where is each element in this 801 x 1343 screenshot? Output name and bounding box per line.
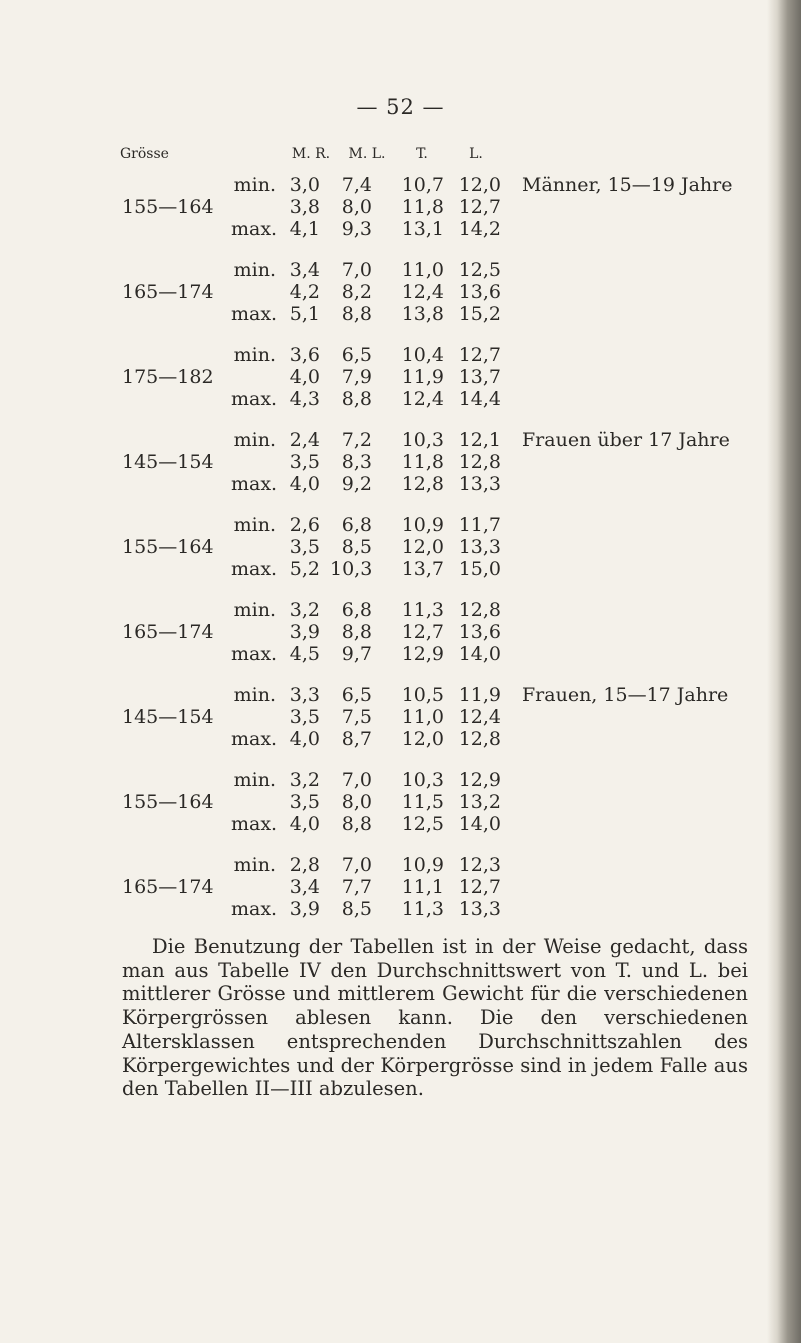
table-row [0, 514, 801, 536]
group-note: Frauen über 17 Jahre [522, 429, 730, 451]
value-ml: 8,5 [341, 898, 372, 920]
value-l: 13,3 [458, 898, 501, 920]
value-ml: 7,4 [341, 174, 372, 196]
value-l: 12,0 [458, 174, 501, 196]
header-mr: M. R. [291, 146, 331, 162]
row-label: max. [231, 643, 278, 665]
table-row [0, 473, 801, 495]
value-ml: 6,5 [341, 684, 372, 706]
table-row [0, 599, 801, 621]
group-note: Männer, 15—19 Jahre [522, 174, 733, 196]
value-l: 12,8 [458, 451, 501, 473]
table-row [0, 174, 801, 196]
table-group [0, 429, 801, 514]
value-t: 13,7 [401, 558, 444, 580]
row-label: min. [233, 684, 276, 706]
value-l: 12,9 [458, 769, 501, 791]
value-t: 12,4 [401, 388, 444, 410]
value-l: 12,8 [458, 728, 501, 750]
value-mr: 3,9 [289, 621, 320, 643]
row-label: min. [233, 174, 276, 196]
group-note: Frauen, 15—17 Jahre [522, 684, 729, 706]
value-ml: 7,9 [341, 366, 372, 388]
value-ml: 7,5 [341, 706, 372, 728]
size-range: 155—164 [122, 196, 214, 218]
value-ml: 8,8 [341, 621, 372, 643]
value-ml: 9,7 [341, 643, 372, 665]
value-l: 15,2 [458, 303, 501, 325]
value-l: 14,0 [458, 643, 501, 665]
value-mr: 3,9 [289, 898, 320, 920]
value-t: 11,8 [401, 451, 444, 473]
value-mr: 3,8 [289, 196, 320, 218]
paragraph-text: Die Benutzung der Tabellen ist in der Weise gedacht, dass man aus Tabelle IV den Durchschnittswert von T. und L. bei mittlerer Grösse und mittlerem Gewicht für die verschiedenen Körpergrössen ablesen kann. Die den verschiedenen Altersklassen entsprechenden Durchschnittszahlen des Körpergewichtes und der Körpergrösse sind in jedem Falle aus den Tabellen II—III abzulesen. [122, 935, 748, 1101]
table-group [0, 174, 801, 259]
value-t: 12,0 [401, 536, 444, 558]
value-l: 13,3 [458, 536, 501, 558]
row-label: min. [233, 854, 276, 876]
table-row [0, 558, 801, 580]
table-row [0, 429, 801, 451]
value-mr: 3,4 [289, 876, 320, 898]
value-mr: 3,5 [289, 451, 320, 473]
table-row [0, 769, 801, 791]
value-ml: 8,7 [341, 728, 372, 750]
value-mr: 3,2 [289, 599, 320, 621]
row-label: min. [233, 514, 276, 536]
value-mr: 3,5 [289, 536, 320, 558]
value-t: 12,0 [401, 728, 444, 750]
value-t: 11,1 [401, 876, 444, 898]
value-mr: 4,0 [289, 473, 320, 495]
value-ml: 7,7 [341, 876, 372, 898]
header-ml: M. L. [348, 146, 386, 162]
value-l: 12,7 [458, 344, 501, 366]
size-range: 155—164 [122, 791, 214, 813]
value-mr: 3,2 [289, 769, 320, 791]
value-l: 14,4 [458, 388, 501, 410]
value-mr: 4,2 [289, 281, 320, 303]
value-l: 12,7 [458, 876, 501, 898]
header-l: L. [469, 146, 483, 162]
table-group [0, 259, 801, 344]
value-mr: 4,5 [289, 643, 320, 665]
value-mr: 2,8 [289, 854, 320, 876]
table-row [0, 259, 801, 281]
value-mr: 4,1 [289, 218, 320, 240]
value-l: 11,9 [458, 684, 501, 706]
size-range: 155—164 [122, 536, 214, 558]
table-row [0, 344, 801, 366]
size-range: 175—182 [122, 366, 214, 388]
value-ml: 6,8 [341, 514, 372, 536]
value-ml: 8,2 [341, 281, 372, 303]
table-row [0, 876, 801, 898]
value-t: 11,5 [401, 791, 444, 813]
table-group [0, 854, 801, 939]
value-mr: 4,0 [289, 366, 320, 388]
value-l: 12,1 [458, 429, 501, 451]
row-label: max. [231, 813, 278, 835]
header-t: T. [416, 146, 428, 162]
value-l: 14,2 [458, 218, 501, 240]
value-ml: 7,0 [341, 259, 372, 281]
row-label: max. [231, 898, 278, 920]
page-number: — 52 — [356, 95, 445, 119]
value-l: 15,0 [458, 558, 501, 580]
row-label: max. [231, 728, 278, 750]
table-row [0, 813, 801, 835]
row-label: max. [231, 558, 278, 580]
value-t: 11,3 [401, 898, 444, 920]
value-t: 10,5 [401, 684, 444, 706]
value-l: 12,4 [458, 706, 501, 728]
value-t: 11,8 [401, 196, 444, 218]
value-t: 12,8 [401, 473, 444, 495]
table-row [0, 451, 801, 473]
value-mr: 3,5 [289, 791, 320, 813]
row-label: min. [233, 344, 276, 366]
table-row [0, 643, 801, 665]
table-row [0, 706, 801, 728]
value-l: 13,3 [458, 473, 501, 495]
value-mr: 5,1 [289, 303, 320, 325]
value-l: 12,3 [458, 854, 501, 876]
size-range: 165—174 [122, 621, 214, 643]
value-t: 10,4 [401, 344, 444, 366]
value-mr: 3,3 [289, 684, 320, 706]
value-l: 13,2 [458, 791, 501, 813]
value-ml: 8,3 [341, 451, 372, 473]
row-label: min. [233, 429, 276, 451]
value-t: 13,1 [401, 218, 444, 240]
table-row [0, 196, 801, 218]
size-range: 165—174 [122, 281, 214, 303]
body-paragraph [122, 935, 748, 1101]
value-l: 14,0 [458, 813, 501, 835]
value-ml: 8,5 [341, 536, 372, 558]
row-label: max. [231, 473, 278, 495]
value-mr: 4,3 [289, 388, 320, 410]
value-ml: 8,0 [341, 196, 372, 218]
value-ml: 7,0 [341, 769, 372, 791]
value-l: 12,5 [458, 259, 501, 281]
value-ml: 6,5 [341, 344, 372, 366]
value-t: 13,8 [401, 303, 444, 325]
table-row [0, 536, 801, 558]
table-row [0, 684, 801, 706]
table-row [0, 366, 801, 388]
row-label: max. [231, 388, 278, 410]
value-t: 12,5 [401, 813, 444, 835]
table-row [0, 388, 801, 410]
measurement-table [0, 174, 801, 939]
table-row [0, 898, 801, 920]
value-t: 12,4 [401, 281, 444, 303]
value-mr: 5,2 [289, 558, 320, 580]
value-t: 10,9 [401, 514, 444, 536]
row-label: max. [231, 218, 278, 240]
value-ml: 10,3 [330, 558, 373, 580]
row-label: min. [233, 259, 276, 281]
value-t: 11,9 [401, 366, 444, 388]
value-ml: 8,0 [341, 791, 372, 813]
value-ml: 8,8 [341, 303, 372, 325]
table-group [0, 599, 801, 684]
table-row [0, 854, 801, 876]
value-mr: 3,6 [289, 344, 320, 366]
value-ml: 7,2 [341, 429, 372, 451]
header-groesse: Grösse [120, 146, 169, 162]
size-range: 145—154 [122, 706, 214, 728]
value-t: 11,3 [401, 599, 444, 621]
row-label: min. [233, 769, 276, 791]
value-mr: 3,5 [289, 706, 320, 728]
value-t: 11,0 [401, 706, 444, 728]
table-group [0, 684, 801, 769]
value-l: 13,7 [458, 366, 501, 388]
value-mr: 3,4 [289, 259, 320, 281]
table-group [0, 344, 801, 429]
table-group [0, 514, 801, 599]
value-l: 13,6 [458, 621, 501, 643]
value-t: 12,7 [401, 621, 444, 643]
value-l: 12,8 [458, 599, 501, 621]
value-mr: 3,0 [289, 174, 320, 196]
table-row [0, 281, 801, 303]
value-mr: 2,6 [289, 514, 320, 536]
value-t: 11,0 [401, 259, 444, 281]
value-ml: 6,8 [341, 599, 372, 621]
table-row [0, 728, 801, 750]
size-range: 165—174 [122, 876, 214, 898]
value-t: 10,3 [401, 429, 444, 451]
table-group [0, 769, 801, 854]
value-mr: 4,0 [289, 728, 320, 750]
value-ml: 9,3 [341, 218, 372, 240]
value-ml: 8,8 [341, 388, 372, 410]
value-mr: 2,4 [289, 429, 320, 451]
value-t: 10,3 [401, 769, 444, 791]
row-label: min. [233, 599, 276, 621]
value-t: 12,9 [401, 643, 444, 665]
value-l: 11,7 [458, 514, 501, 536]
table-row [0, 791, 801, 813]
value-ml: 8,8 [341, 813, 372, 835]
value-ml: 7,0 [341, 854, 372, 876]
table-row [0, 621, 801, 643]
value-mr: 4,0 [289, 813, 320, 835]
table-header [0, 146, 801, 166]
value-t: 10,9 [401, 854, 444, 876]
value-t: 10,7 [401, 174, 444, 196]
value-ml: 9,2 [341, 473, 372, 495]
value-l: 12,7 [458, 196, 501, 218]
value-l: 13,6 [458, 281, 501, 303]
row-label: max. [231, 303, 278, 325]
table-row [0, 303, 801, 325]
size-range: 145—154 [122, 451, 214, 473]
table-row [0, 218, 801, 240]
